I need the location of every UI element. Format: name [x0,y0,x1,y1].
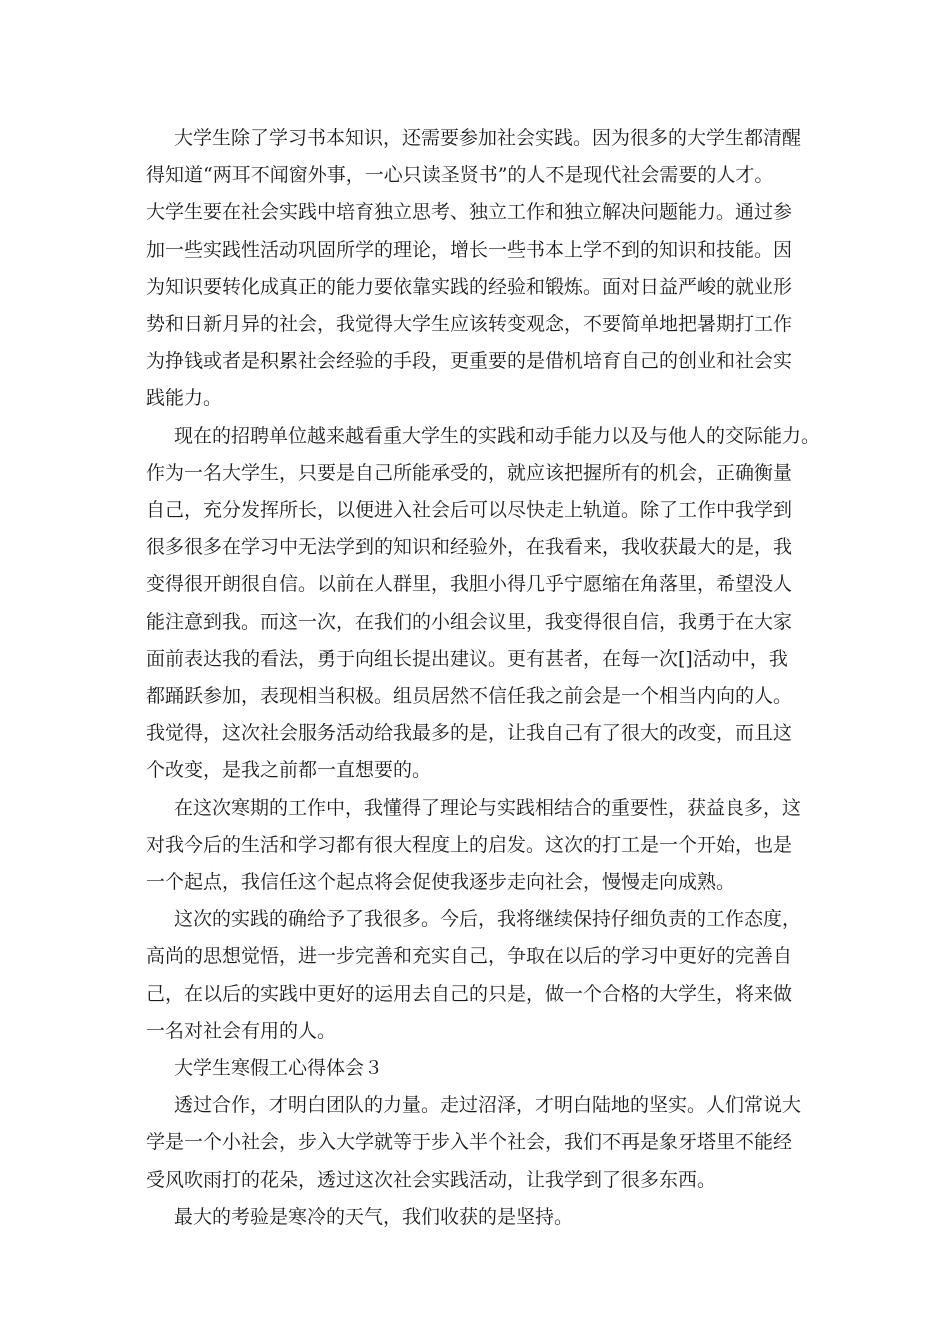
text-line: 学是一个小社会，步入大学就等于步入半个社会，我们不再是象牙塔里不能经 [146,1131,793,1154]
text-line: 都踊跃参加，表现相当积极。组员居然不信任我之前会是一个相当内向的人。 [146,685,793,708]
text-line: 高尚的思想觉悟，进一步完善和充实自己，争取在以后的学习中更好的完善自 [146,945,793,968]
text-line: 势和日新月异的社会，我觉得大学生应该转变观念，不要简单地把暑期打工作 [146,313,793,336]
text-line: 对我今后的生活和学习都有很大程度上的启发。这次的打工是一个开始，也是 [146,833,793,856]
text-line: 己，在以后的实践中更好的运用去自己的只是，做一个合格的大学生，将来做 [146,982,793,1005]
text-line: 为挣钱或者是积累社会经验的手段，更重要的是借机培育自己的创业和社会实 [146,350,793,373]
text-line: 面前表达我的看法，勇于向组长提出建议。更有甚者，在每一次[]活动中，我 [146,647,788,670]
paragraph-1 [146,120,811,418]
text-line: 在这次寒期的工作中，我懂得了理论与实践相结合的重要性，获益良多，这 [174,796,802,819]
text-line: 一名对社会有用的人。 [146,1019,337,1042]
text-line: 一个起点，我信任这个起点将会促使我逐步走向社会，慢慢走向成熟。 [146,871,736,894]
text-line: 受风吹雨打的花朵，透过这次社会实践活动，让我学到了很多东西。 [146,1168,717,1191]
text-line: 践能力。 [146,387,223,410]
text-line: 我觉得，这次社会服务活动给我最多的是，让我自己有了很大的改变，而且这 [146,722,793,745]
text-line: 大学生要在社会实践中培育独立思考、独立工作和独立解决问题能力。通过参 [146,201,793,224]
text-line: 最大的考验是寒冷的天气，我们收获的是坚持。 [174,1205,574,1228]
text-line: 个改变，是我之前都一直想要的。 [146,759,432,782]
paragraph-5 [146,1087,811,1199]
text-line: 透过合作，才明白团队的力量。走过沼泽，才明白陆地的坚实。人们常说大 [174,1094,802,1117]
text-line: 变得很开朗很自信。以前在人群里，我胆小得几乎宁愿缩在角落里，希望没人 [146,573,793,596]
paragraph-6 [146,1199,811,1236]
paragraph-3 [146,790,811,902]
text-line: 这次的实践的确给予了我很多。今后，我将继续保持仔细负责的工作态度， [174,908,802,931]
text-line: 作为一名大学生，只要是自己所能承受的，就应该把握所有的机会，正确衡量 [146,461,793,484]
text-line: 加一些实践性活动巩固所学的理论，增长一些书本上学不到的知识和技能。因 [146,238,793,261]
text-line: 大学生除了学习书本知识，还需要参加社会实践。因为很多的大学生都清醒 [174,127,802,149]
section-heading: 大学生寒假工心得体会３ [174,1057,384,1080]
text-line: 为知识要转化成真正的能力要依靠实践的经验和锻炼。面对日益严峻的就业形 [146,275,793,298]
document-body [146,120,821,1236]
text-line: 现在的招聘单位越来越看重大学生的实践和动手能力以及与他人的交际能力。 [174,424,821,447]
paragraph-4 [146,901,811,1050]
paragraph-2 [146,418,821,790]
text-line: 很多很多在学习中无法学到的知识和经验外，在我看来，我收获最大的是，我 [146,536,793,559]
text-line: 能注意到我。而这一次，在我们的小组会议里，我变得很自信，我勇于在大家 [146,610,793,633]
text-line: 得知道“两耳不闻窗外事，一心只读圣贤书”的人不是现代社会需要的人才。 [146,164,774,187]
text-line: 自己，充分发挥所长，以便进入社会后可以尽快走上轨道。除了工作中我学到 [146,499,793,522]
